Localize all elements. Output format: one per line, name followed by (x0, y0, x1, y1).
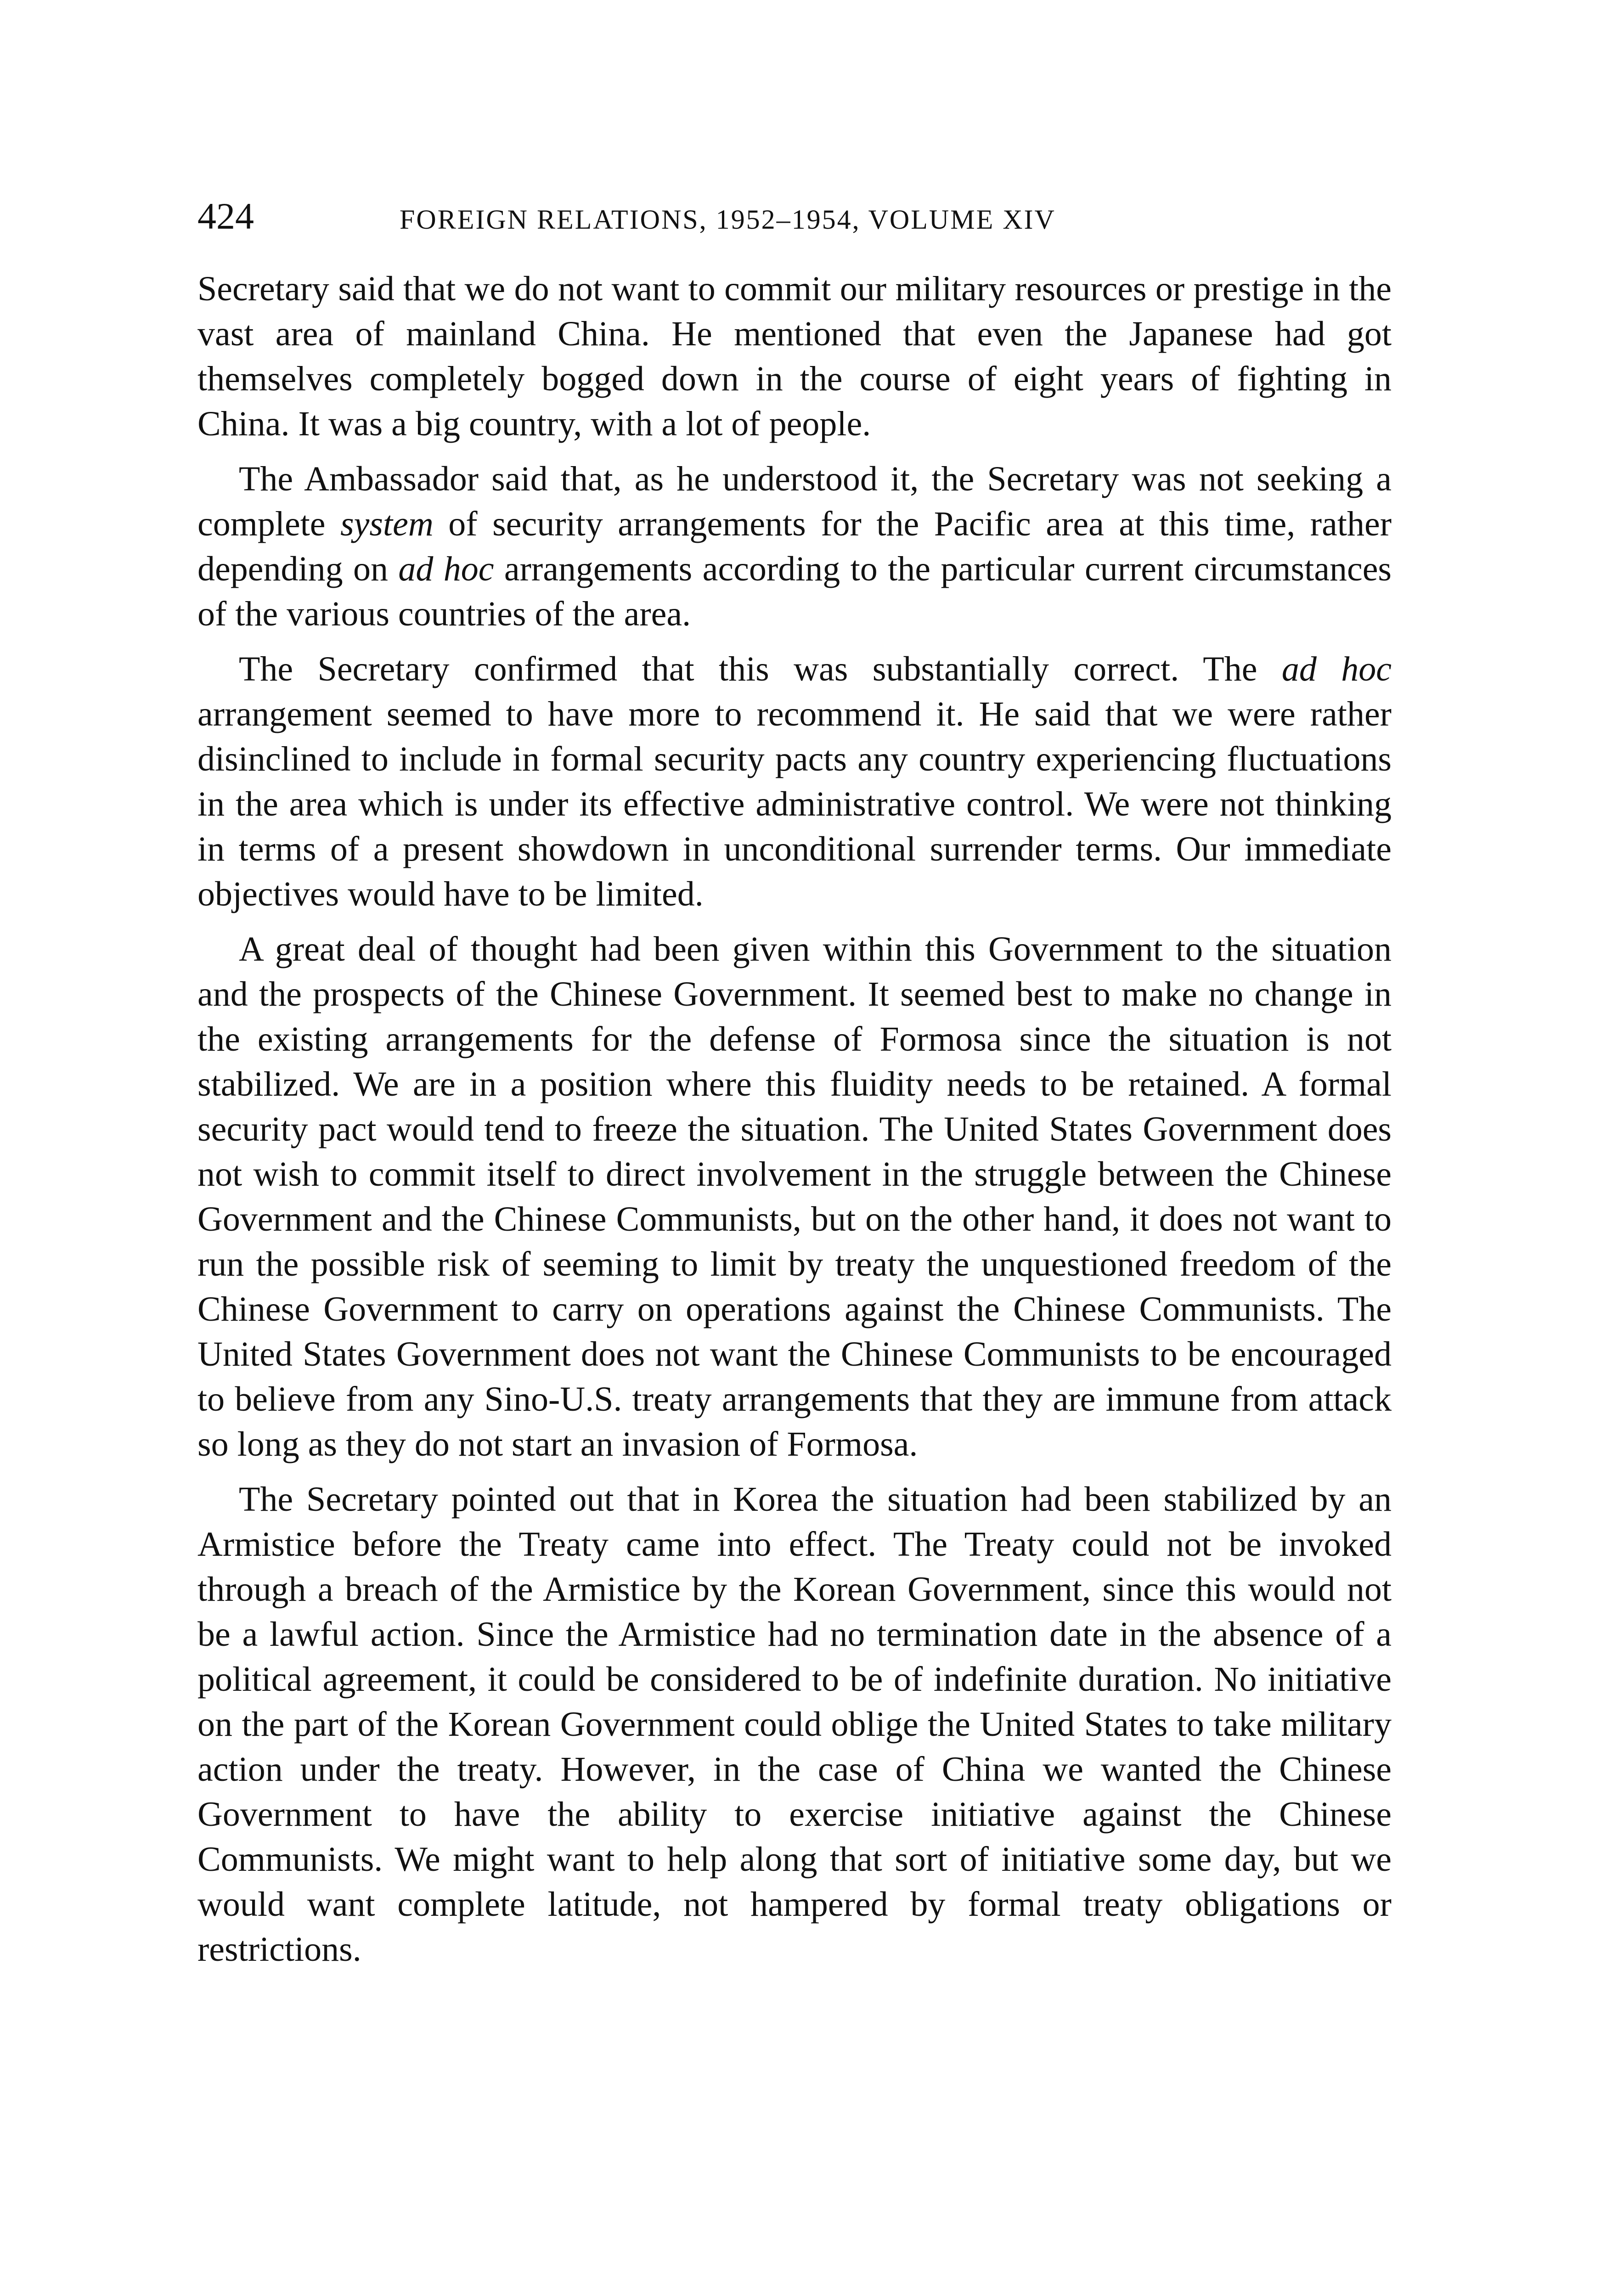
paragraph-2-italic-system: system (340, 505, 434, 543)
paragraph-3 (197, 647, 1392, 917)
paragraph-3-text-b: arrangement seemed to have more to recommend it. He said that we were rather disinclined to include in formal security pacts any country experiencing fluctuations in the area which is under its effective administrative control. We were not thinking in terms of a present showdown in unconditional surrender terms. Our immediate objectives would have to be limited. (197, 695, 1392, 913)
paragraph-1 (197, 266, 1392, 446)
paragraph-2-italic-ad-hoc: ad hoc (398, 550, 494, 588)
paragraph-4 (197, 927, 1392, 1467)
body-text (197, 266, 1392, 1972)
page-number: 424 (197, 195, 254, 237)
document-page (197, 197, 1392, 1972)
paragraph-2 (197, 456, 1392, 636)
paragraph-2-text-c: arrangements according to the particular current circumstances of the various countries of the area. (197, 550, 1392, 633)
running-title: FOREIGN RELATIONS, 1952–1954, VOLUME XIV (400, 204, 1056, 235)
paragraph-4-text: A great deal of thought had been given within this Government to the situation and the prospects of the Chinese Government. It seemed best to make no change in the existing arrangements for the defense of Formosa since the situation is not stabilized. We are in a position where this fluidity needs to be retained. A formal security pact would tend to freeze the situation. The United States Government does not wish to commit itself to direct involvement in the struggle between the Chinese Government and the Chinese Communists, but on the other hand, it does not want to run the possible risk of seeming to limit by treaty the unquestioned freedom of the Chinese Government to carry on operations against the Chinese Communists. The United States Government does not want the Chinese Communists to be encouraged to believe from any Sino-U.S. treaty arrangements that they are immune from attack so long as they do not start an invasion of Formosa. (197, 930, 1392, 1463)
paragraph-2-text-b: of security arrangements for the Pacific area at this time, rather depending on (197, 505, 1392, 588)
paragraph-5-text: The Secretary pointed out that in Korea the situation had been stabilized by an Armistice before the Treaty came into effect. The Treaty could not be invoked through a breach of the Armistice by the Korean Government, since this would not be a lawful action. Since the Armistice had no termination date in the absence of a political agreement, it could be considered to be of indefinite duration. No initiative on the part of the Korean Government could oblige the United States to take military action under the treaty. However, in the case of China we wanted the Chinese Government to have the ability to exercise initiative against the Chinese Communists. We might want to help along that sort of initiative some day, but we would want complete latitude, not hampered by formal treaty obligations or restrictions. (197, 1480, 1392, 1969)
paragraph-3-italic-ad-hoc: ad hoc (1281, 650, 1392, 688)
paragraph-5 (197, 1477, 1392, 1972)
paragraph-1-text: Secretary said that we do not want to commit our military resources or prestige in the vast area of mainland China. He mentioned that even the Japanese had got themselves completely bogged down in the course of eight years of fighting in China. It was a big country, with a lot of people. (197, 270, 1392, 443)
paragraph-3-text-a: The Secretary confirmed that this was substantially correct. The (239, 650, 1282, 688)
paragraph-2-text-a: The Ambassador said that, as he understood it, the Secretary was not seeking a complete (197, 460, 1392, 543)
page-header (197, 197, 1392, 266)
